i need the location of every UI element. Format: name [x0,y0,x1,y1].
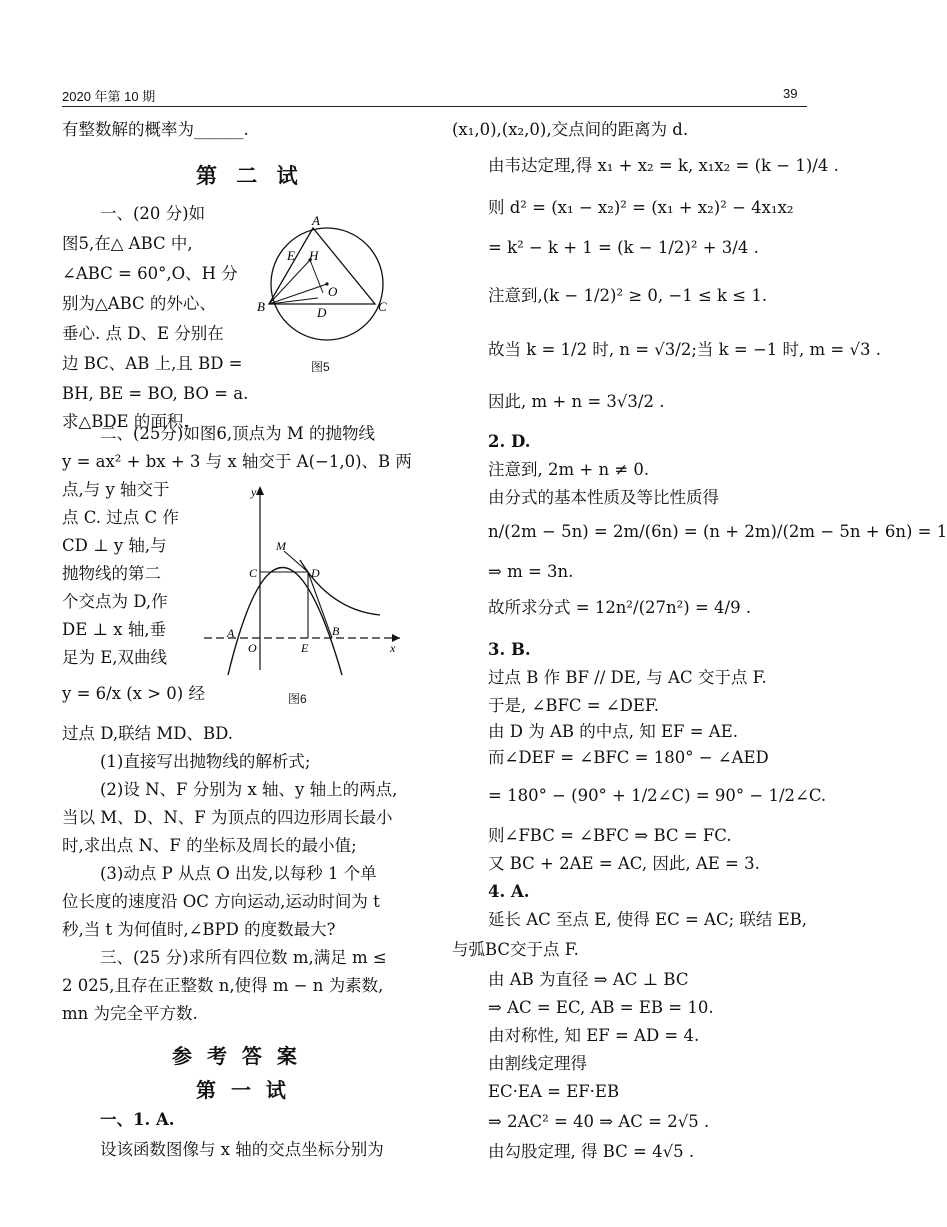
label-b: B [332,624,340,638]
page-number: 39 [783,86,798,101]
triangle-abc [269,228,375,304]
label-x: x [390,641,396,655]
label-c: C [378,299,387,314]
label-a: A [312,213,320,228]
label-d: D [317,305,327,320]
label-m: M [276,539,286,553]
answers-title: 参 考 答 案 [172,1044,301,1068]
section-title-test1: 第 一 试 [196,1078,290,1102]
journal-issue: 2020 年第 10 期 [62,89,156,104]
label-o: O [248,641,257,655]
figure-6 [200,480,405,680]
label-h: H [309,248,319,263]
figure-5 [255,210,405,360]
section-title-test2: 第 二 试 [196,163,304,188]
label-e: E [287,248,295,263]
carryover-line: 有整数解的概率为______. [62,120,249,139]
label-d: D [311,566,320,580]
answer-1-label: 一、1. A. [100,1110,175,1129]
label-e: E [301,641,309,655]
header-rule [62,106,807,107]
answer-1-text: 设该函数图像与 x 轴的交点坐标分别为 [100,1140,384,1159]
fig5-caption: 图5 [311,360,330,374]
label-b: B [257,299,265,314]
label-o: O [328,284,338,299]
parabola [228,568,342,676]
label-c: C [249,566,258,580]
label-a: A [227,626,235,640]
label-y: y [251,485,257,499]
fig6-caption: 图6 [288,692,307,706]
